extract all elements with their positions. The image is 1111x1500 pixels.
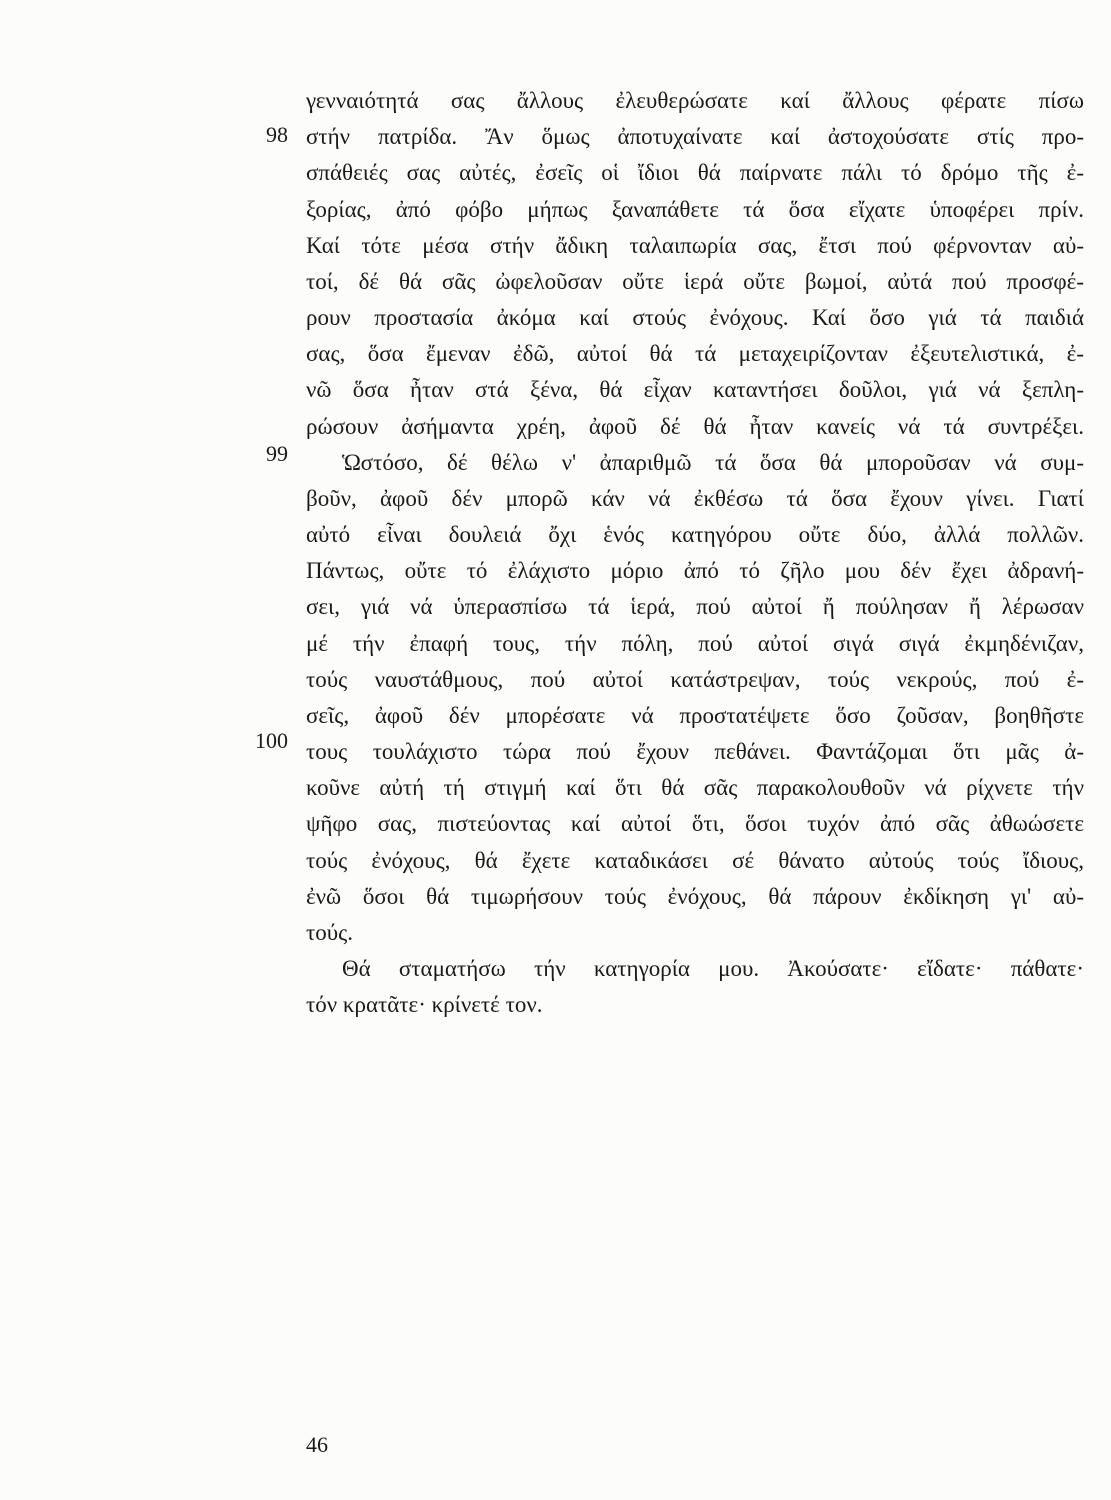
text-line: τούς ἐνόχους, θά ἔχετε καταδικάσει σέ θάνατο αὐτούς τούς ἴδιους, xyxy=(306,848,1084,873)
text-line: ρώσουν ἀσήμαντα χρέη, ἀφοῦ δέ θά ἦταν κανείς νά τά συντρέξει. xyxy=(306,414,1084,439)
text-line: Ὡστόσο, δέ θέλω ν' ἀπαριθμῶ τά ὅσα θά μποροῦσαν νά συμ- xyxy=(342,450,1084,475)
text-line: ξορίας, ἀπό φόβο μήπως ξαναπάθετε τά ὅσα εἴχατε ὑποφέρει πρίν. xyxy=(306,197,1084,222)
section-number-98: 98 xyxy=(266,122,288,147)
text-line: αὐτό εἶναι δουλειά ὄχι ἑνός κατηγόρου οὔτε δύο, ἀλλά πολλῶν. xyxy=(306,522,1084,547)
text-line: μέ τήν ἐπαφή τους, τήν πόλη, πού αὐτοί σιγά σιγά ἐκμηδένιζαν, xyxy=(306,631,1084,656)
text-line: Θά σταματήσω τήν κατηγορία μου. Ἀκούσατε· εἴδατε· πάθατε· xyxy=(342,956,1084,981)
section-number-99: 99 xyxy=(266,441,288,466)
text-line: Πάντως, οὔτε τό ἐλάχιστο μόριο ἀπό τό ζῆλο μου δέν ἔχει ἀδρανή- xyxy=(306,558,1084,583)
section-number-100: 100 xyxy=(255,728,288,753)
text-line: ψῆφο σας, πιστεύοντας καί αὐτοί ὅτι, ὅσοι τυχόν ἀπό σᾶς ἀθωώσετε xyxy=(306,811,1084,836)
text-line: στήν πατρίδα. Ἄν ὅμως ἀποτυχαίνατε καί ἀστοχούσατε στίς προ- xyxy=(306,124,1084,149)
text-line: νῶ ὅσα ἦταν στά ξένα, θά εἶχαν καταντήσει δοῦλοι, γιά νά ξεπλη- xyxy=(306,377,1084,402)
page-number: 46 xyxy=(306,1432,328,1457)
text-line: τόν κρατᾶτε· κρίνετέ τον. xyxy=(306,992,543,1017)
text-line: σπάθειές σας αὐτές, ἐσεῖς οἱ ἴδιοι θά παίρνατε πάλι τό δρόμο τῆς ἐ- xyxy=(306,160,1084,185)
text-line: τούς. xyxy=(306,920,353,945)
text-line: κοῦνε αὐτή τή στιγμή καί ὅτι θά σᾶς παρακολουθοῦν νά ρίχνετε τήν xyxy=(306,775,1084,800)
text-line: ἐνῶ ὅσοι θά τιμωρήσουν τούς ἐνόχους, θά πάρουν ἐκδίκηση γι' αὐ- xyxy=(306,884,1084,909)
text-line: σεῖς, ἀφοῦ δέν μπορέσατε νά προστατέψετε ὅσο ζοῦσαν, βοηθῆστε xyxy=(306,703,1084,728)
text-line: γενναιότητά σας ἄλλους ἐλευθερώσατε καί ἄλλους φέρατε πίσω xyxy=(306,88,1084,113)
text-line: τους τουλάχιστο τώρα πού ἔχουν πεθάνει. Φαντάζομαι ὅτι μᾶς ἀ- xyxy=(306,739,1084,764)
text-line: Καί τότε μέσα στήν ἄδικη ταλαιπωρία σας, ἔτσι πού φέρνονταν αὐ- xyxy=(306,233,1084,258)
text-line: σας, ὅσα ἔμεναν ἐδῶ, αὐτοί θά τά μεταχειρίζονταν ἐξευτελιστικά, ἐ- xyxy=(306,341,1084,366)
text-line: ρουν προστασία ἀκόμα καί στούς ἐνόχους. Καί ὅσο γιά τά παιδιά xyxy=(306,305,1084,330)
text-line: σει, γιά νά ὑπερασπίσω τά ἱερά, πού αὐτοί ἤ πούλησαν ἤ λέρωσαν xyxy=(306,594,1084,619)
text-line: βοῦν, ἀφοῦ δέν μπορῶ κάν νά ἐκθέσω τά ὅσα ἔχουν γίνει. Γιατί xyxy=(306,486,1084,511)
text-line: τοί, δέ θά σᾶς ὠφελοῦσαν οὔτε ἱερά οὔτε βωμοί, αὐτά πού προσφέ- xyxy=(306,269,1084,294)
text-line: τούς ναυστάθμους, πού αὐτοί κατάστρεψαν, τούς νεκρούς, πού ἐ- xyxy=(306,667,1084,692)
